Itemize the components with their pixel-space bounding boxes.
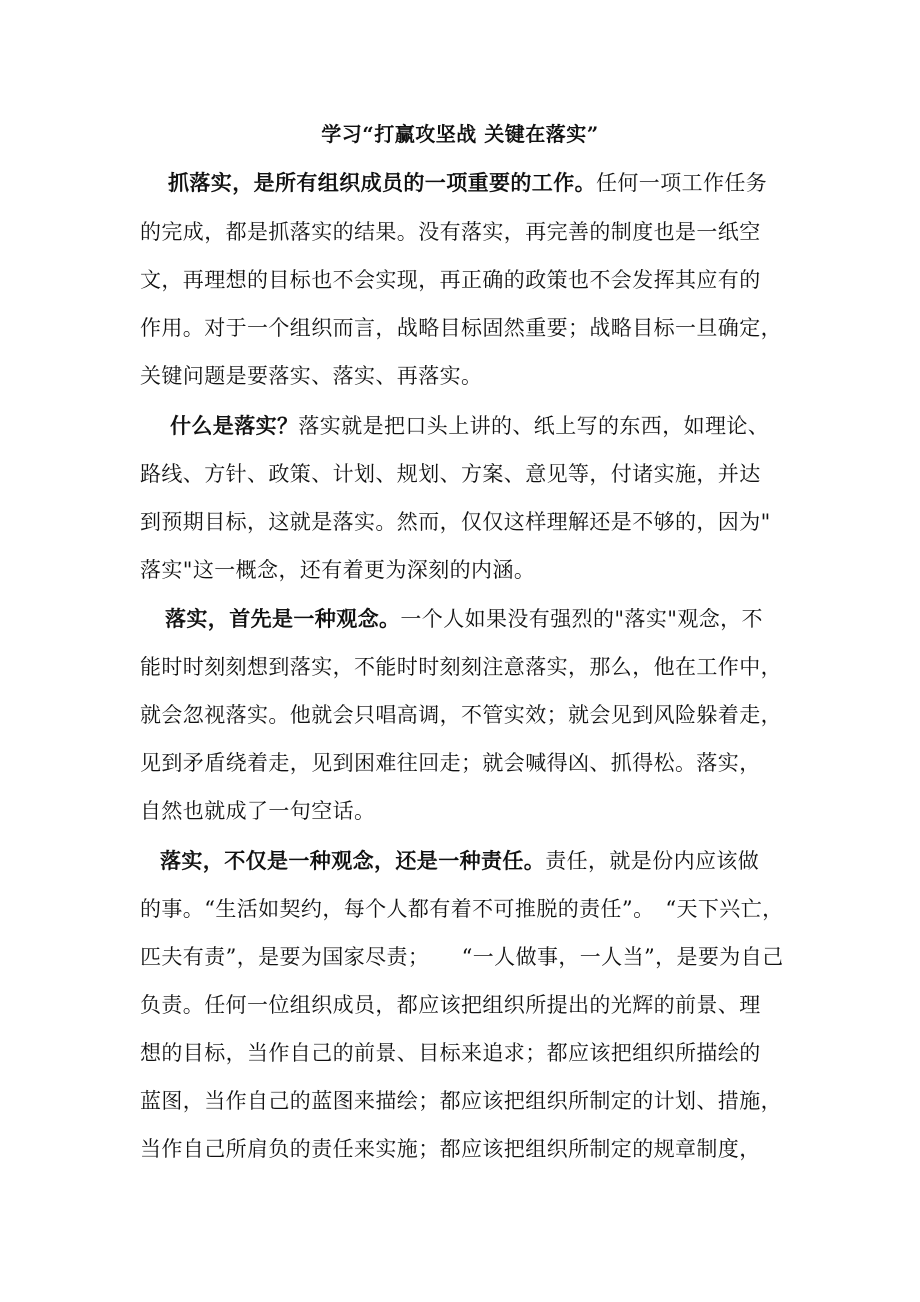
paragraph-text: 当作自己所肩负的责任来实施；都应该把组织所制定的规章制度， bbox=[140, 1137, 761, 1161]
text-line bbox=[140, 942, 790, 972]
text-line bbox=[140, 361, 790, 391]
paragraph-text: 到预期目标，这就是落实。然而，仅仅这样理解还是不够的，因为" bbox=[140, 510, 771, 534]
paragraph-text: 落实就是把口头上讲的、纸上写的东西，如理论、 bbox=[298, 414, 770, 438]
text-line bbox=[140, 265, 790, 295]
text-line bbox=[140, 1134, 790, 1164]
document-title: 学习“打赢攻坚战 关键在落实” bbox=[321, 122, 599, 146]
text-line bbox=[140, 894, 790, 924]
paragraph-text: 蓝图，当作自己的蓝图来描绘；都应该把组织所制定的计划、措施， bbox=[140, 1089, 782, 1113]
text-line bbox=[160, 846, 810, 876]
paragraph-text: 路线、方针、政策、计划、规划、方案、意见等，付诸实施，并达 bbox=[140, 462, 761, 486]
text-line bbox=[140, 313, 790, 343]
paragraph-text: 一个人如果没有强烈的"落实"观念，不 bbox=[400, 607, 763, 631]
paragraph-lead: 什么是落实？ bbox=[170, 413, 299, 438]
paragraph-text: 作用。对于一个组织而言，战略目标固然重要；战略目标一旦确定， bbox=[140, 316, 782, 340]
text-line bbox=[140, 507, 790, 537]
text-line bbox=[140, 217, 790, 247]
text-line bbox=[170, 411, 820, 441]
text-line bbox=[140, 990, 790, 1020]
paragraph-text: 见到矛盾绕着走，见到困难往回走；就会喊得凶、抓得松。落实， bbox=[140, 751, 761, 775]
paragraph-text: 责任，就是份内应该做 bbox=[545, 849, 760, 873]
text-line bbox=[168, 168, 818, 198]
text-line bbox=[140, 796, 790, 826]
paragraph-text: 就会忽视落实。他就会只唱高调，不管实效；就会见到风险躲着走， bbox=[140, 703, 782, 727]
paragraph-text: 关键问题是要落实、落实、再落实。 bbox=[140, 364, 483, 388]
text-line bbox=[140, 459, 790, 489]
text-line bbox=[140, 700, 790, 730]
paragraph-text: 的事。“生活如契约，每个人都有着不可推脱的责任”。 “天下兴亡， bbox=[140, 897, 784, 921]
paragraph-text: 能时时刻刻想到落实，不能时时刻刻注意落实，那么，他在工作中， bbox=[140, 655, 782, 679]
paragraph-text: 想的目标，当作自己的前景、目标来追求；都应该把组织所描绘的 bbox=[140, 1041, 761, 1065]
paragraph-lead: 落实，首先是一种观念。 bbox=[165, 606, 401, 631]
text-line bbox=[140, 1086, 790, 1116]
text-line bbox=[140, 555, 790, 585]
paragraph-text: 的完成，都是抓落实的结果。没有落实，再完善的制度也是一纸空 bbox=[140, 220, 761, 244]
paragraph-text: 自然也就成了一句空话。 bbox=[140, 799, 376, 823]
paragraph-lead: 落实，不仅是一种观念，还是一种责任。 bbox=[160, 848, 546, 873]
text-line bbox=[165, 604, 815, 634]
text-line bbox=[140, 1038, 790, 1068]
text-line bbox=[140, 652, 790, 682]
paragraph-text: 落实"这一概念，还有着更为深刻的内涵。 bbox=[140, 558, 536, 582]
paragraph-text: 匹夫有责”，是要为国家尽责； “一人做事，一人当”，是要为自己 bbox=[140, 945, 784, 969]
paragraph-lead: 抓落实，是所有组织成员的一项重要的工作。 bbox=[168, 170, 596, 195]
paragraph-text: 负责。任何一位组织成员，都应该把组织所提出的光辉的前景、理 bbox=[140, 993, 761, 1017]
paragraph-text: 文，再理想的目标也不会实现，再正确的政策也不会发挥其应有的 bbox=[140, 268, 761, 292]
text-line bbox=[140, 748, 790, 778]
paragraph-text: 任何一项工作任务 bbox=[596, 171, 768, 195]
